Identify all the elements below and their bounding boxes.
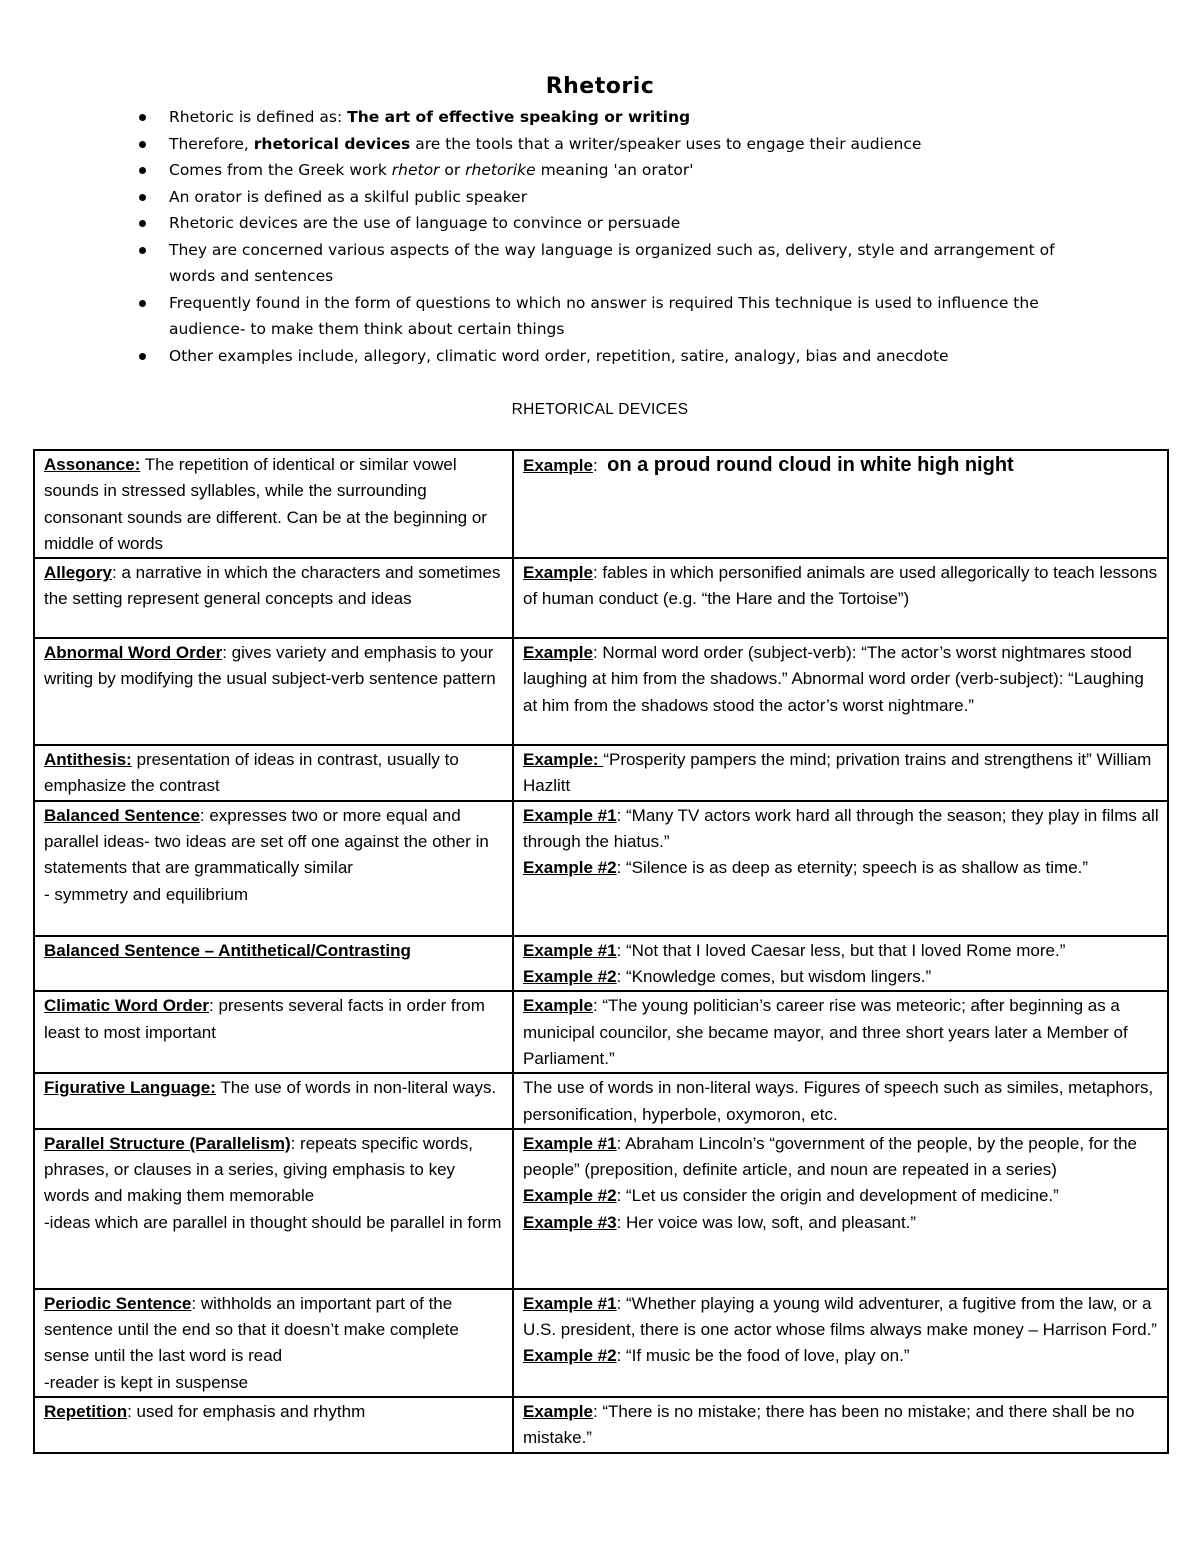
definition-text: : presents several facts in order from least to most important <box>44 996 485 1042</box>
term-label: Allegory <box>44 563 113 583</box>
example-text: : fables in which personified animals are used allegorically to teach lessons of human conduct (e.g. “the Hare and the Tortoise”) <box>523 563 1158 609</box>
definition-cell <box>34 1073 513 1129</box>
bullet-item: Frequently found in the form of questions to which no answer is required This technique is used to influence the audience- to make them think about certain things <box>138 290 1098 343</box>
bullet-dot-icon <box>139 141 146 148</box>
example-text: “Prosperity pampers the mind; privation trains and strengthens it” William Hazlitt <box>523 750 1152 796</box>
term-label: Parallel Structure (Parallelism) <box>44 1133 291 1153</box>
example-label: Example #1 <box>523 940 617 960</box>
rhetorical-devices-table <box>33 449 1169 1454</box>
example-label: Example #2 <box>523 967 617 987</box>
definition-cell <box>34 936 513 992</box>
definition-text: : repeats specific words, phrases, or clauses in a series, giving emphasis to key words and making them memorable <box>44 1133 473 1206</box>
definition-note: -reader is kept in suspense <box>44 1372 249 1392</box>
example-text: : “Many TV actors work hard all through the season; they play in films all through the hiatus.” <box>523 805 1159 852</box>
bullet-dot-icon <box>139 220 146 227</box>
definition-text: presentation of ideas in contrast, usually to emphasize the contrast <box>44 750 459 796</box>
definition-cell <box>34 638 513 745</box>
definition-text: : withholds an important part of the sentence until the end so that it doesn’t make complete sense until the last word is read <box>44 1293 459 1366</box>
example-cell <box>513 638 1168 745</box>
bullet-item: Comes from the Greek work rhetor or rhetorike meaning 'an orator' <box>138 157 1098 184</box>
example-text: : “Let us consider the origin and development of medicine.” <box>616 1186 1059 1206</box>
bullet-item: Other examples include, allegory, climatic word order, repetition, satire, analogy, bias and anecdote <box>138 343 1098 370</box>
bullet-item: Therefore, rhetorical devices are the tools that a writer/speaker uses to engage their audience <box>138 131 1098 158</box>
table-row-assonance <box>34 450 1168 558</box>
bullet-dot-icon <box>139 194 146 201</box>
term-label: Repetition <box>44 1402 128 1422</box>
definition-cell <box>34 450 513 558</box>
definition-cell <box>34 1129 513 1289</box>
definition-cell <box>34 1397 513 1453</box>
bullet-dot-icon <box>139 353 146 360</box>
example-cell <box>513 1397 1168 1453</box>
definition-text: The repetition of identical or similar vowel sounds in stressed syllables, while the surrounding consonant sounds are different. Can be at the beginning or middle of words <box>44 455 487 553</box>
example-label: Example <box>523 996 593 1016</box>
definition-text: : expresses two or more equal and parallel ideas- two ideas are set off one against the other in statements that are grammatically similar <box>44 805 489 878</box>
example-cell <box>513 745 1168 801</box>
example-label: Example #2 <box>523 1346 617 1366</box>
example-cell <box>513 991 1168 1073</box>
example-label: Example #1 <box>523 1133 617 1153</box>
term-label: Figurative Language: <box>44 1078 216 1098</box>
example-text: : “If music be the food of love, play on.” <box>616 1346 910 1366</box>
example-cell: Example: on a proud round cloud in white high night <box>513 450 1168 558</box>
definition-cell <box>34 991 513 1073</box>
intro-bullet-list <box>138 104 1098 369</box>
example-label: Example #1 <box>523 805 617 825</box>
definition-text: : used for emphasis and rhythm <box>127 1402 366 1422</box>
definition-cell <box>34 558 513 638</box>
example-label: Example #2 <box>523 858 617 878</box>
table-row-repetition <box>34 1397 1168 1453</box>
definition-text: : gives variety and emphasis to your writing by modifying the usual subject-verb sentence pattern <box>44 643 496 689</box>
term-label: Periodic Sentence <box>44 1293 192 1313</box>
table-row-allegory <box>34 558 1168 638</box>
example-text: : “The young politician’s career rise was meteoric; after beginning as a municipal councilor, she became mayor, and three short years later a Member of Parliament.” <box>523 996 1128 1068</box>
example-cell <box>513 1129 1168 1289</box>
bullet-item: Rhetoric devices are the use of language to convince or persuade <box>138 210 1098 237</box>
bullet-item: They are concerned various aspects of the way language is organized such as, delivery, style and arrangement of words and sentences <box>138 237 1098 290</box>
example-text: The use of words in non-literal ways. Figures of speech such as similes, metaphors, personification, hyperbole, oxymoron, etc. <box>523 1078 1154 1124</box>
table-row-antithesis <box>34 745 1168 801</box>
example-label: Example #1 <box>523 1293 617 1313</box>
term-label: Assonance: <box>44 455 141 474</box>
example-cell <box>513 1289 1168 1397</box>
bullet-item: Rhetoric is defined as: The art of effective speaking or writing <box>138 104 1098 131</box>
table-row-periodic-sentence <box>34 1289 1168 1397</box>
bullet-item: An orator is defined as a skilful public speaker <box>138 184 1098 211</box>
bullet-bold-text: The art of effective speaking or writing <box>347 108 691 126</box>
table-row-balanced-sentence <box>34 801 1168 936</box>
definition-text: : a narrative in which the characters and sometimes the setting represent general concepts and ideas <box>44 563 501 609</box>
definition-cell <box>34 801 513 936</box>
table-row-climatic-word-order <box>34 991 1168 1073</box>
example-text: on a proud round cloud in white high night <box>607 454 1014 476</box>
example-cell <box>513 1073 1168 1129</box>
definition-cell <box>34 745 513 801</box>
definition-cell <box>34 1289 513 1397</box>
bullet-dot-icon <box>139 114 146 121</box>
example-label: Example <box>523 643 593 663</box>
example-label: Example <box>523 563 593 583</box>
term-label: Antithesis: <box>44 750 132 770</box>
bullet-bold-text: rhetorical devices <box>253 134 411 153</box>
definition-text: The use of words in non-literal ways. <box>215 1078 497 1098</box>
example-text: : Normal word order (subject-verb): “The actor’s worst nightmares stood laughing at him from the shadows.” Abnormal word order (verb-subject): “Laughing at him from the shadows stood the actor’s worst nightmare.” <box>523 643 1144 715</box>
example-label: Example <box>523 456 593 475</box>
bullet-dot-icon <box>139 300 146 307</box>
example-label: Example #2 <box>523 1186 617 1206</box>
example-cell <box>513 936 1168 992</box>
table-row-parallel-structure <box>34 1129 1168 1289</box>
definition-note: - symmetry and equilibrium <box>44 884 249 904</box>
bullet-dot-icon <box>139 247 146 254</box>
example-text: : “Whether playing a young wild adventurer, a fugitive from the law, or a U.S. president, there is one actor whose films always make money – Harrison Ford.” <box>523 1293 1157 1340</box>
term-label: Balanced Sentence – Antithetical/Contrasting <box>44 940 411 960</box>
bullet-dot-icon <box>139 167 146 174</box>
term-label: Abnormal Word Order <box>44 643 223 663</box>
example-text: : “Not that I loved Caesar less, but that I loved Rome more.” <box>616 940 1066 960</box>
page-title: Rhetoric <box>545 74 655 99</box>
section-heading: RHETORICAL DEVICES <box>511 401 689 418</box>
term-label: Climatic Word Order <box>44 996 209 1016</box>
table-row-figurative-language <box>34 1073 1168 1129</box>
example-text: : “Silence is as deep as eternity; speech is as shallow as time.” <box>616 858 1089 878</box>
example-cell <box>513 801 1168 936</box>
example-label: Example: <box>523 750 604 770</box>
example-text: : “There is no mistake; there has been no mistake; and there shall be no mistake.” <box>523 1402 1135 1448</box>
example-label: Example #3 <box>523 1212 617 1232</box>
example-text: : Abraham Lincoln’s “government of the people, by the people, for the people” (preposition, definite article, and noun are repeated in a series) <box>523 1133 1137 1180</box>
term-label: Balanced Sentence <box>44 805 200 825</box>
example-cell <box>513 558 1168 638</box>
table-row-abnormal-word-order <box>34 638 1168 745</box>
definition-note: -ideas which are parallel in thought should be parallel in form <box>44 1212 502 1232</box>
example-label: Example <box>523 1402 593 1422</box>
example-text: : “Knowledge comes, but wisdom lingers.” <box>616 967 932 987</box>
table-row-balanced-antithetical <box>34 936 1168 992</box>
example-text: : Her voice was low, soft, and pleasant.” <box>616 1212 917 1232</box>
